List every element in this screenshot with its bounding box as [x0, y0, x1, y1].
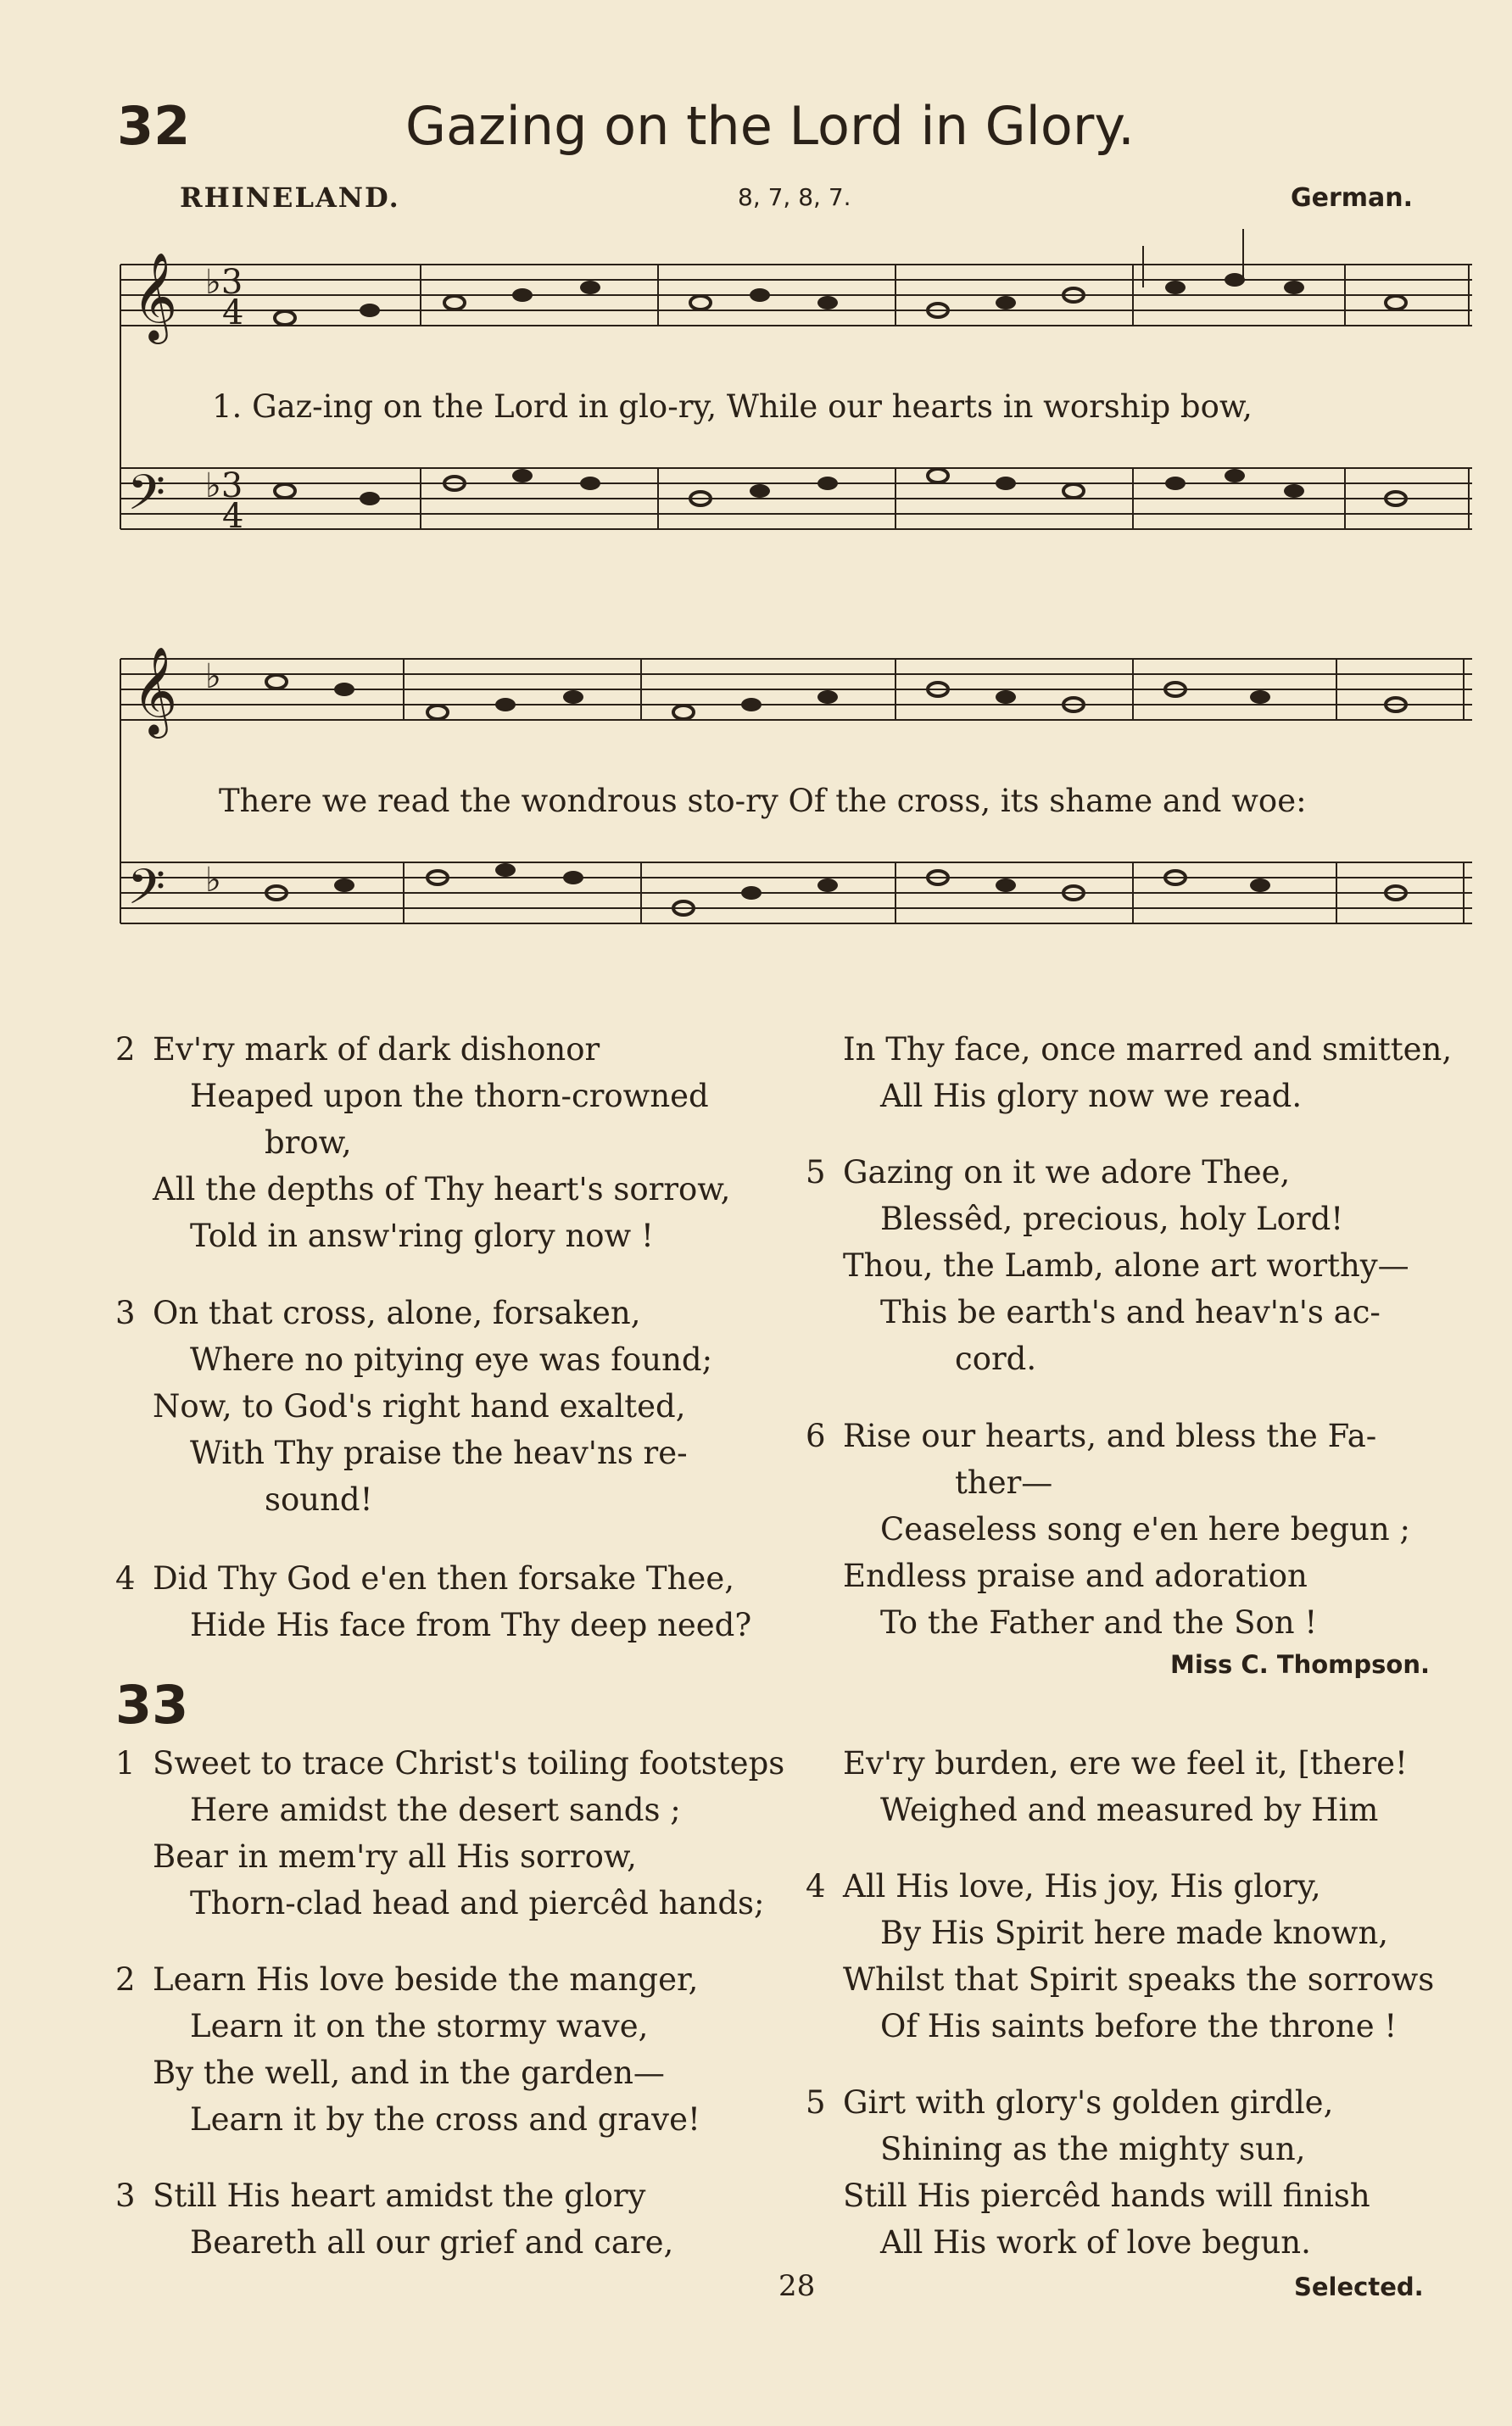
hymn32-attribution: Miss C. Thompson. — [1170, 1650, 1430, 1679]
hymn-title: Gazing on the Lord in Glory. — [405, 95, 1135, 157]
treble-notes-2 — [266, 675, 1406, 719]
hymn32-stanza-6: 6 Rise our hearts, and bless the Fa- ther— Ceaseless song e'en here begun ; Endless praise and adoration To the Father and the Son ! — [806, 1418, 1410, 1641]
svg-text:♭3: ♭3 — [205, 466, 243, 505]
bass-notes-2 — [266, 863, 1406, 915]
hymn-number: 32 — [117, 95, 191, 157]
hymn32-stanza-5: 5 Gazing on it we adore Thee, Blessêd, precious, holy Lord! Thou, the Lamb, alone art worthy— This be earth's and heav'n's ac- cord. — [806, 1154, 1409, 1377]
hymn33-stanza-3: 3 Still His heart amidst the glory Beareth all our grief and care, — [115, 2178, 674, 2261]
hymn33-stanza-3-cont: Ev'ry burden, ere we feel it, [there! Weighed and measured by Him — [843, 1745, 1408, 1828]
svg-text:♭: ♭ — [205, 861, 221, 900]
hymn32-stanza-2: 2 Ev'ry mark of dark dishonor Heaped upon the thorn-crowned brow, All the depths of Thy heart's sorrow, Told in answ'ring glory now ! — [115, 1031, 731, 1254]
bass-staff-2 — [120, 858, 1472, 928]
bass-staff — [120, 464, 1472, 536]
tune-name: RHINELAND. — [180, 181, 400, 214]
hymn33-attribution: Selected. — [1294, 2273, 1424, 2301]
hymn33-stanza-5: 5 Girt with glory's golden girdle, Shining as the mighty sun, Still His piercêd hands will finish All His work of love begun. — [806, 2084, 1370, 2261]
treble-staff — [120, 252, 1472, 344]
svg-text:4: 4 — [222, 293, 244, 332]
hymn32-stanza-4-cont: In Thy face, once marred and smitten, All His glory now we read. — [843, 1031, 1453, 1114]
svg-text:4: 4 — [222, 497, 244, 536]
hymn32-stanza-4: 4 Did Thy God e'en then forsake Thee, Hide His face from Thy deep need? — [115, 1560, 752, 1643]
hymn33-number: 33 — [115, 1674, 189, 1736]
composer: German. — [1291, 183, 1414, 213]
bass-notes — [275, 469, 1406, 505]
meter: 8, 7, 8, 7. — [738, 183, 851, 211]
treble-clef-icon: 𝄞 — [132, 252, 178, 341]
svg-text:♭3: ♭3 — [205, 263, 243, 302]
hymn33-stanza-1: 1 Sweet to trace Christ's toiling footsteps Here amidst the desert sands ; Bear in mem'ry all His sorrow, Thorn-clad head and piercêd hands; — [115, 1745, 785, 1921]
hymn33-stanza-4: 4 All His love, His joy, His glory, By His Spirit here made known, Whilst that Spirit speaks the sorrows Of His saints before the throne ! — [806, 1868, 1435, 2044]
svg-text:♭: ♭ — [205, 657, 221, 696]
page-number: 28 — [778, 2269, 816, 2303]
music-lyrics-line-1: 1. Gaz-ing on the Lord in glo-ry, While our hearts in worship bow, — [212, 388, 1253, 425]
bass-clef-icon: 𝄢 — [127, 464, 166, 533]
hymn32-stanza-3: 3 On that cross, alone, forsaken, Where no pitying eye was found; Now, to God's right hand exalted, With Thy praise the heav'ns re- sound! — [115, 1295, 713, 1518]
music-lyrics-line-2: There we read the wondrous sto-ry Of the cross, its shame and woe: — [219, 783, 1307, 819]
hymn33-stanza-2: 2 Learn His love beside the manger, Learn it on the stormy wave, By the well, and in the garden— Learn it by the cross and grave! — [115, 1961, 700, 2138]
bass-clef-icon: 𝄢 — [127, 858, 166, 928]
treble-staff-2 — [120, 646, 1472, 739]
treble-clef-icon: 𝄞 — [132, 646, 178, 735]
